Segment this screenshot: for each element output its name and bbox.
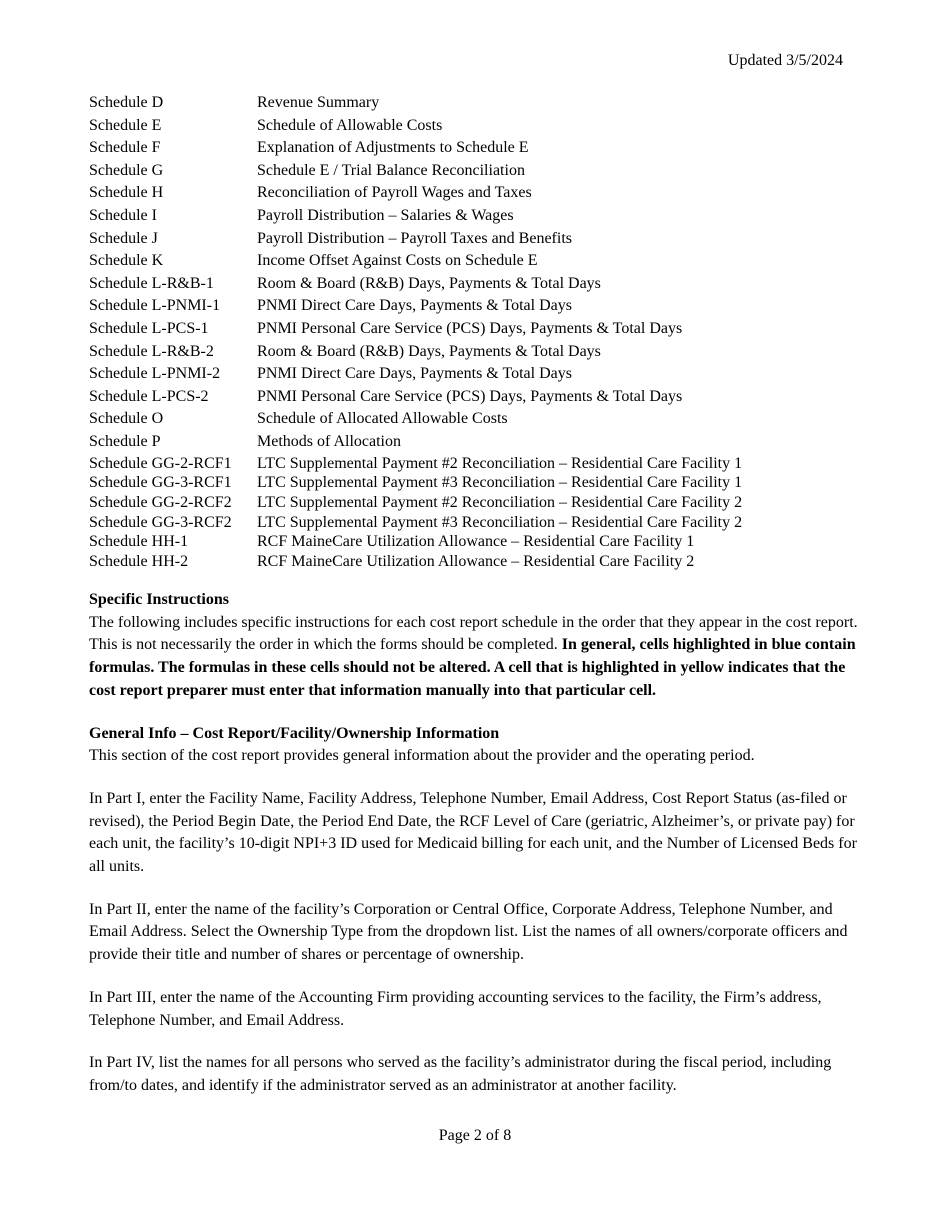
schedule-row xyxy=(89,431,869,454)
part-3-paragraph: In Part III, enter the name of the Accounting Firm providing accounting services to the facility, the Firm’s address, Telephone Number, and Email Address. xyxy=(89,988,822,1029)
schedule-code: Schedule L-PCS-2 xyxy=(89,387,209,405)
schedule-row xyxy=(89,92,869,115)
page-number: Page 2 of 8 xyxy=(438,1127,512,1144)
schedule-row xyxy=(89,273,869,296)
part-2-paragraph: In Part II, enter the name of the facility’s Corporation or Central Office, Corporate Address, Telephone Number, and Email Address. Select the Ownership Type from the dropdown list. List the names of all owners/corporate officers and provide their title and number of shares or percentage of ownership. xyxy=(89,900,848,964)
schedule-description: Room & Board (R&B) Days, Payments & Total Days xyxy=(257,342,601,360)
schedule-code: Schedule GG-3-RCF1 xyxy=(89,474,232,492)
schedule-code: Schedule L-PCS-1 xyxy=(89,319,209,337)
schedule-description: Payroll Distribution – Payroll Taxes and Benefits xyxy=(257,229,572,247)
schedule-description: LTC Supplemental Payment #2 Reconciliation – Residential Care Facility 1 xyxy=(257,454,743,472)
schedule-row xyxy=(89,513,869,533)
schedule-description: LTC Supplemental Payment #3 Reconciliation – Residential Care Facility 2 xyxy=(257,513,743,531)
schedule-row xyxy=(89,137,869,160)
schedule-description: Income Offset Against Costs on Schedule E xyxy=(257,252,538,270)
part-1-paragraph: In Part I, enter the Facility Name, Facility Address, Telephone Number, Email Address, Cost Report Status (as-filed or revised), the Period Begin Date, the Period End Date, the RCF Level of Care (geriatric, Alzheimer’s, or private pay) for each unit, the facility’s 10-digit NPI+3 ID used for Medicaid billing for each unit, and the Number of Licensed Beds for all units. xyxy=(89,789,857,876)
schedule-row xyxy=(89,115,869,138)
specific-instructions-text: The following includes specific instructions for each cost report schedule in the order that they appear in the cost report. This is not necessarily the order in which the forms should be completed. xyxy=(89,613,858,654)
schedule-row xyxy=(89,454,869,474)
schedule-code: Schedule GG-2-RCF1 xyxy=(89,454,232,472)
schedule-code: Schedule L-PNMI-1 xyxy=(89,297,221,315)
schedule-description: Reconciliation of Payroll Wages and Taxes xyxy=(257,184,532,202)
schedule-description: Schedule of Allocated Allowable Costs xyxy=(257,410,508,428)
schedule-code: Schedule O xyxy=(89,410,164,428)
schedule-code: Schedule F xyxy=(89,139,161,157)
schedule-code: Schedule L-R&B-1 xyxy=(89,274,214,292)
schedule-row xyxy=(89,182,869,205)
schedule-row xyxy=(89,386,869,409)
schedule-description: Explanation of Adjustments to Schedule E xyxy=(257,139,529,157)
schedule-row xyxy=(89,205,869,228)
schedule-list xyxy=(89,92,869,572)
schedule-code: Schedule GG-2-RCF2 xyxy=(89,493,232,511)
schedule-row xyxy=(89,295,869,318)
schedule-row xyxy=(89,250,869,273)
schedule-description: Room & Board (R&B) Days, Payments & Total Days xyxy=(257,274,601,292)
schedule-code: Schedule K xyxy=(89,252,164,270)
schedule-description: Schedule E / Trial Balance Reconciliation xyxy=(257,161,525,179)
schedule-code: Schedule D xyxy=(89,94,164,111)
schedule-description: Methods of Allocation xyxy=(257,432,401,450)
instructions-body xyxy=(89,589,864,1098)
specific-instructions-bold-note: In general, cells highlighted in blue contain formulas. The formulas in these cells should not be altered. A cell that is highlighted in yellow indicates that the cost report preparer must enter that information manually into that particular cell. xyxy=(89,636,856,699)
schedule-description: LTC Supplemental Payment #2 Reconciliation – Residential Care Facility 2 xyxy=(257,493,743,511)
part-4-paragraph: In Part IV, list the names for all persons who served as the facility’s administrator during the fiscal period, including from/to dates, and identify if the administrator served as an administrator at another facility. xyxy=(89,1054,832,1094)
specific-instructions-paragraph xyxy=(89,612,864,703)
schedule-row xyxy=(89,341,869,364)
schedule-description: PNMI Personal Care Service (PCS) Days, Payments & Total Days xyxy=(257,387,683,405)
schedule-description: Revenue Summary xyxy=(257,94,380,111)
schedule-code: Schedule GG-3-RCF2 xyxy=(89,513,232,531)
schedule-row xyxy=(89,493,869,513)
schedule-code: Schedule P xyxy=(89,432,161,450)
schedule-description: RCF MaineCare Utilization Allowance – Residential Care Facility 1 xyxy=(257,533,695,551)
schedule-row xyxy=(89,318,869,341)
schedule-description: PNMI Direct Care Days, Payments & Total Days xyxy=(257,365,572,383)
schedule-row xyxy=(89,363,869,386)
updated-date: Updated 3/5/2024 xyxy=(727,52,843,69)
schedule-description: Schedule of Allowable Costs xyxy=(257,116,443,134)
schedule-code: Schedule H xyxy=(89,184,164,202)
schedule-code: Schedule L-R&B-2 xyxy=(89,342,214,360)
schedule-row xyxy=(89,473,869,493)
schedule-row xyxy=(89,552,869,572)
schedule-code: Schedule HH-2 xyxy=(89,552,189,570)
schedule-code: Schedule L-PNMI-2 xyxy=(89,365,221,383)
general-info-intro: This section of the cost report provides general information about the provider and the operating period. xyxy=(89,747,755,765)
schedule-description: LTC Supplemental Payment #3 Reconciliation – Residential Care Facility 1 xyxy=(257,474,743,492)
specific-instructions-heading: Specific Instructions xyxy=(89,591,229,608)
schedule-code: Schedule I xyxy=(89,206,157,224)
schedule-code: Schedule HH-1 xyxy=(89,533,189,551)
schedule-code: Schedule G xyxy=(89,161,164,179)
schedule-description: PNMI Direct Care Days, Payments & Total Days xyxy=(257,297,572,315)
schedule-row xyxy=(89,228,869,251)
schedule-description: Payroll Distribution – Salaries & Wages xyxy=(257,206,514,224)
schedule-row xyxy=(89,408,869,431)
general-info-heading: General Info – Cost Report/Facility/Ownership Information xyxy=(89,724,500,742)
schedule-row xyxy=(89,160,869,183)
schedule-code: Schedule J xyxy=(89,229,158,247)
schedule-row xyxy=(89,532,869,552)
schedule-description: PNMI Personal Care Service (PCS) Days, Payments & Total Days xyxy=(257,319,683,337)
schedule-code: Schedule E xyxy=(89,116,162,134)
schedule-description: RCF MaineCare Utilization Allowance – Residential Care Facility 2 xyxy=(257,552,695,570)
